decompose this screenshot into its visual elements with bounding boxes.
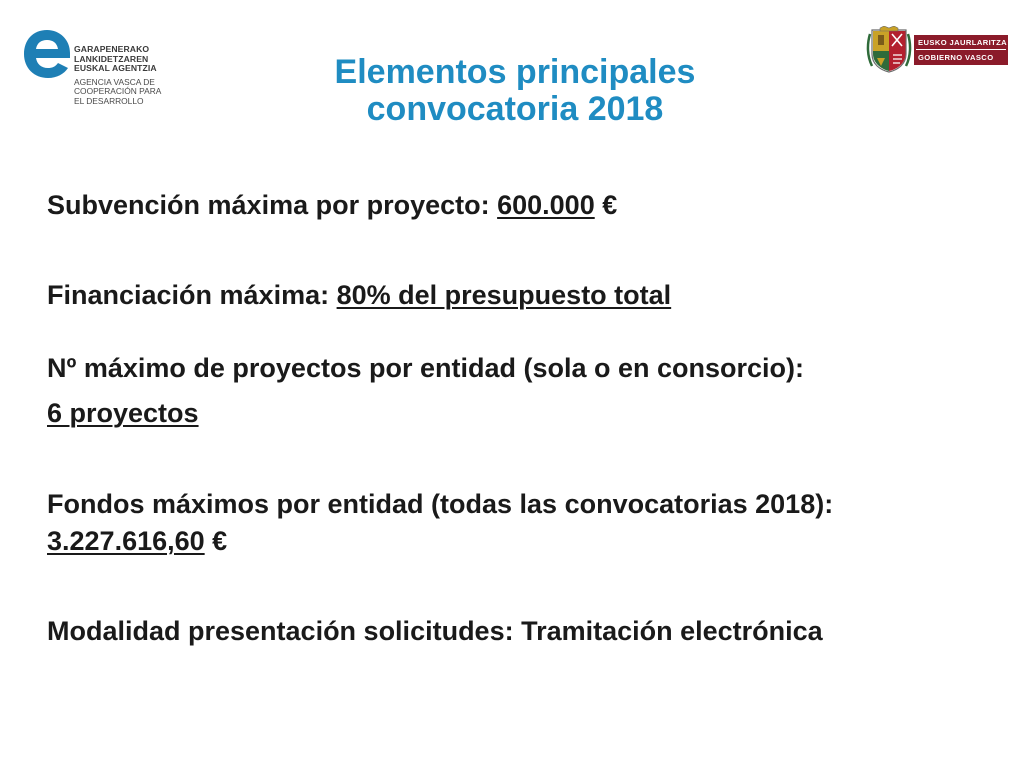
subvencion-label: Subvención máxima por proyecto: xyxy=(47,190,498,220)
agency-name-line: GARAPENERAKO xyxy=(74,44,150,54)
agency-logo xyxy=(22,28,172,118)
financiacion-label: Financiación máxima: xyxy=(47,280,337,310)
proyectos-value: 6 proyectos xyxy=(47,398,199,428)
fondos-label: Fondos máximos por entidad (todas las convocatorias 2018): xyxy=(47,489,834,519)
fondos-suffix: € xyxy=(204,526,228,556)
agency-subname-line: COOPERACIÓN PARA xyxy=(74,86,162,96)
slide-title xyxy=(190,54,840,128)
coat-of-arms-icon xyxy=(866,26,912,74)
subvencion-value: 600.000 xyxy=(497,190,595,220)
government-name-spanish: GOBIERNO VASCO xyxy=(918,53,994,62)
agency-e-icon xyxy=(22,28,72,80)
financiacion-value: 80% del presupuesto total xyxy=(336,280,672,310)
proyectos-value-line xyxy=(47,398,199,429)
modalidad-line: Modalidad presentación solicitudes: Tramitación electrónica xyxy=(47,616,823,646)
title-line-1: Elementos principales xyxy=(334,53,696,91)
government-name-box xyxy=(914,35,1008,65)
agency-name-line: LANKIDETZAREN xyxy=(74,53,149,64)
agency-subname-line: EL DESARROLLO xyxy=(74,95,144,106)
financiacion-line xyxy=(47,280,671,311)
agency-subname-line: AGENCIA VASCA DE xyxy=(74,76,155,87)
government-logo xyxy=(866,26,1014,76)
government-name-basque: EUSKO JAURLARITZA xyxy=(918,38,1008,47)
subvencion-suffix: € xyxy=(594,190,618,220)
fondos-value: 3.227.616,60 xyxy=(47,526,205,556)
subvencion-line xyxy=(47,190,617,221)
title-line-2: convocatoria 2018 xyxy=(366,90,664,128)
fondos-value-line xyxy=(47,526,227,557)
proyectos-label: Nº máximo de proyectos por entidad (sola o en consorcio): xyxy=(47,353,804,383)
agency-name-line: EUSKAL AGENTZIA xyxy=(74,63,157,73)
